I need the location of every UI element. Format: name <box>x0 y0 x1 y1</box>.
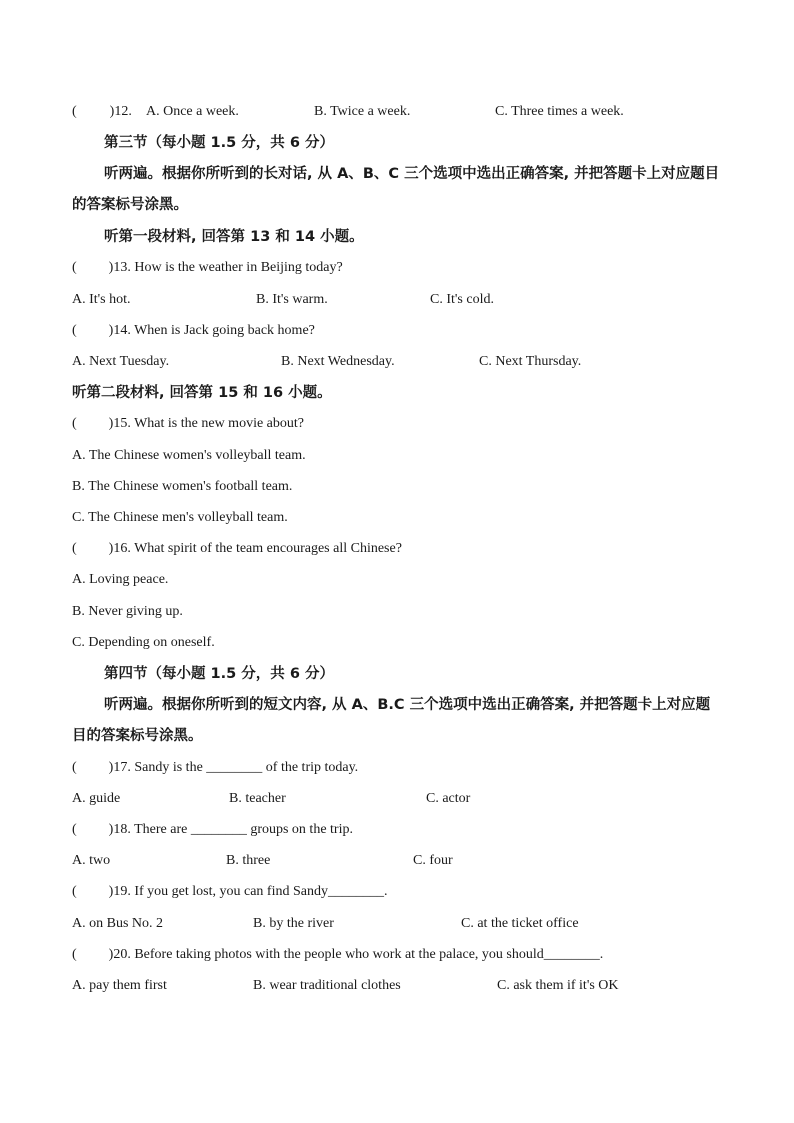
answer-paren-close: ) <box>108 541 114 556</box>
question-19 <box>72 883 734 901</box>
section-3-heading: 第三节（每小题 1.5 分，共 6 分） <box>104 135 334 151</box>
option-b: B. It's warm. <box>256 292 328 307</box>
section-4-heading: 第四节（每小题 1.5 分，共 6 分） <box>104 666 334 682</box>
option-b: B. Twice a week. <box>314 104 411 119</box>
question-13 <box>72 259 734 277</box>
answer-paren-close: ) <box>108 760 114 775</box>
option-c: C. Three times a week. <box>495 104 624 119</box>
question-stem: 18. There are ________ groups on the trip. <box>113 822 353 837</box>
question-18 <box>72 821 734 839</box>
option-a: A. The Chinese women's volleyball team. <box>72 448 306 463</box>
question-stem: 19. If you get lost, you can find Sandy________. <box>113 884 388 899</box>
section-3-instructions: 听两遍。根据你所听到的长对话, 从 A、B、C 三个选项中选出正确答案, 并把答题卡上对应题目的答案标号涂黑。 <box>72 166 720 213</box>
option-c: C. at the ticket office <box>461 916 579 931</box>
section-4-instructions: 听两遍。根据你所听到的短文内容, 从 A、B.C 三个选项中选出正确答案, 并把答题卡上对应题目的答案标号涂黑。 <box>72 697 711 744</box>
question-15 <box>72 415 734 433</box>
question-stem: 20. Before taking photos with the people who work at the palace, you should________. <box>113 947 604 962</box>
answer-paren-close: ) <box>108 822 114 837</box>
material-2-label: 听第二段材料, 回答第 15 和 16 小题。 <box>72 385 332 401</box>
answer-paren-open: ( <box>72 260 77 275</box>
answer-paren-open: ( <box>72 822 77 837</box>
option-c: C. Next Thursday. <box>479 354 582 369</box>
answer-paren-open: ( <box>72 104 77 119</box>
option-a: A. It's hot. <box>72 292 131 307</box>
option-b: B. Never giving up. <box>72 604 183 619</box>
answer-paren-close: ) <box>108 884 114 899</box>
answer-paren-open: ( <box>72 323 77 338</box>
material-1-label: 听第一段材料, 回答第 13 和 14 小题。 <box>104 229 364 245</box>
answer-paren-open: ( <box>72 760 77 775</box>
option-b: B. Next Wednesday. <box>281 354 395 369</box>
option-c: C. It's cold. <box>430 292 494 307</box>
option-a: A. pay them first <box>72 978 167 993</box>
option-b: B. teacher <box>229 791 286 806</box>
question-17 <box>72 759 734 777</box>
question-stem: 14. When is Jack going back home? <box>113 323 315 338</box>
option-a: A. guide <box>72 791 121 806</box>
option-b: B. The Chinese women's football team. <box>72 479 293 494</box>
question-16 <box>72 540 734 558</box>
option-b: B. by the river <box>253 916 334 931</box>
option-a: A. Once a week. <box>146 104 239 119</box>
answer-paren-close: ) <box>108 323 114 338</box>
option-c: C. Depending on oneself. <box>72 635 215 650</box>
answer-paren-close: ) <box>108 947 114 962</box>
question-stem: 17. Sandy is the ________ of the trip today. <box>113 760 359 775</box>
option-c: C. four <box>413 853 453 868</box>
option-a: A. two <box>72 853 111 868</box>
option-b: B. wear traditional clothes <box>253 978 401 993</box>
question-number: 12. <box>114 104 132 119</box>
question-stem: 13. How is the weather in Beijing today? <box>113 260 343 275</box>
answer-paren-open: ( <box>72 884 77 899</box>
answer-paren-open: ( <box>72 947 77 962</box>
option-c: C. actor <box>426 791 471 806</box>
answer-paren-close: ) <box>108 416 114 431</box>
question-14 <box>72 322 734 340</box>
option-a: A. Next Tuesday. <box>72 354 170 369</box>
option-a: A. Loving peace. <box>72 572 169 587</box>
question-stem: 16. What spirit of the team encourages all Chinese? <box>113 541 402 556</box>
option-c: C. ask them if it's OK <box>497 978 619 993</box>
answer-paren-close: ) <box>108 260 114 275</box>
answer-paren-open: ( <box>72 416 77 431</box>
question-20 <box>72 946 734 964</box>
option-c: C. The Chinese men's volleyball team. <box>72 510 288 525</box>
question-12 <box>72 103 734 121</box>
option-a: A. on Bus No. 2 <box>72 916 164 931</box>
option-b: B. three <box>226 853 271 868</box>
answer-paren-close: ) <box>109 104 115 119</box>
answer-paren-open: ( <box>72 541 77 556</box>
question-stem: 15. What is the new movie about? <box>113 416 304 431</box>
